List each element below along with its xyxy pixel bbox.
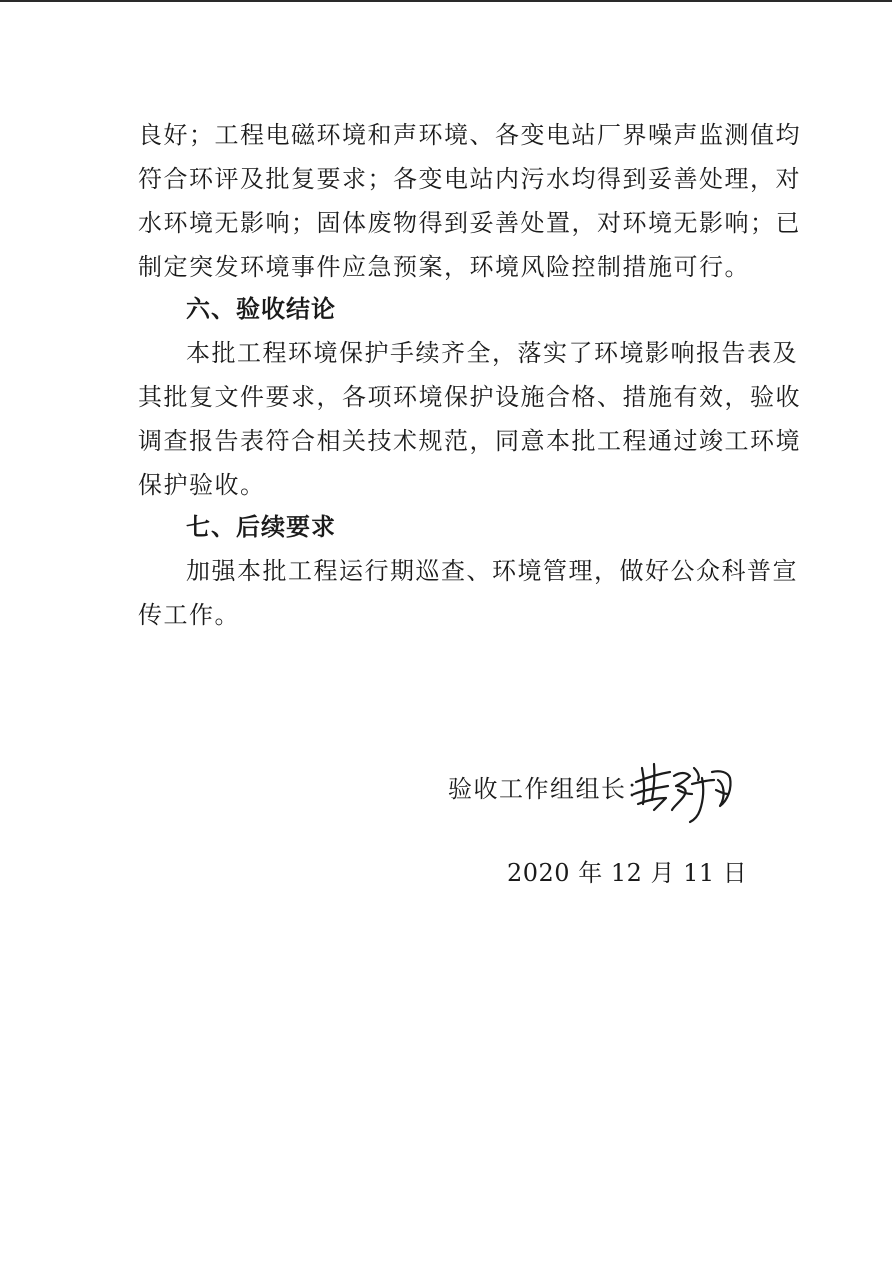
paragraph-line: 水环境无影响；固体废物得到妥善处置，对环境无影响；已: [138, 209, 801, 237]
section-heading-conclusion: 六、验收结论: [186, 295, 336, 323]
paragraph-line: 传工作。: [138, 601, 240, 629]
signer-label: 验收工作组组长：: [448, 775, 652, 803]
paragraph-line: 调查报告表符合相关技术规范，同意本批工程通过竣工环境: [138, 427, 801, 455]
paragraph-line: 保护验收。: [138, 471, 266, 499]
handwritten-signature: [628, 754, 738, 824]
paragraph-line: 符合环评及批复要求；各变电站内污水均得到妥善处理，对: [138, 165, 801, 193]
paragraph-line: 本批工程环境保护手续齐全，落实了环境影响报告表及: [186, 339, 798, 367]
paragraph-line: 其批复文件要求，各项环境保护设施合格、措施有效，验收: [138, 383, 801, 411]
paragraph-line: 良好；工程电磁环境和声环境、各变电站厂界噪声监测值均: [138, 121, 801, 149]
paragraph-line: 制定突发环境事件应急预案，环境风险控制措施可行。: [138, 253, 750, 281]
document-date: 2020 年 12 月 11 日: [507, 859, 748, 887]
section-heading-follow-up: 七、后续要求: [186, 513, 336, 541]
paragraph-line: 加强本批工程运行期巡查、环境管理，做好公众科普宣: [186, 557, 798, 585]
